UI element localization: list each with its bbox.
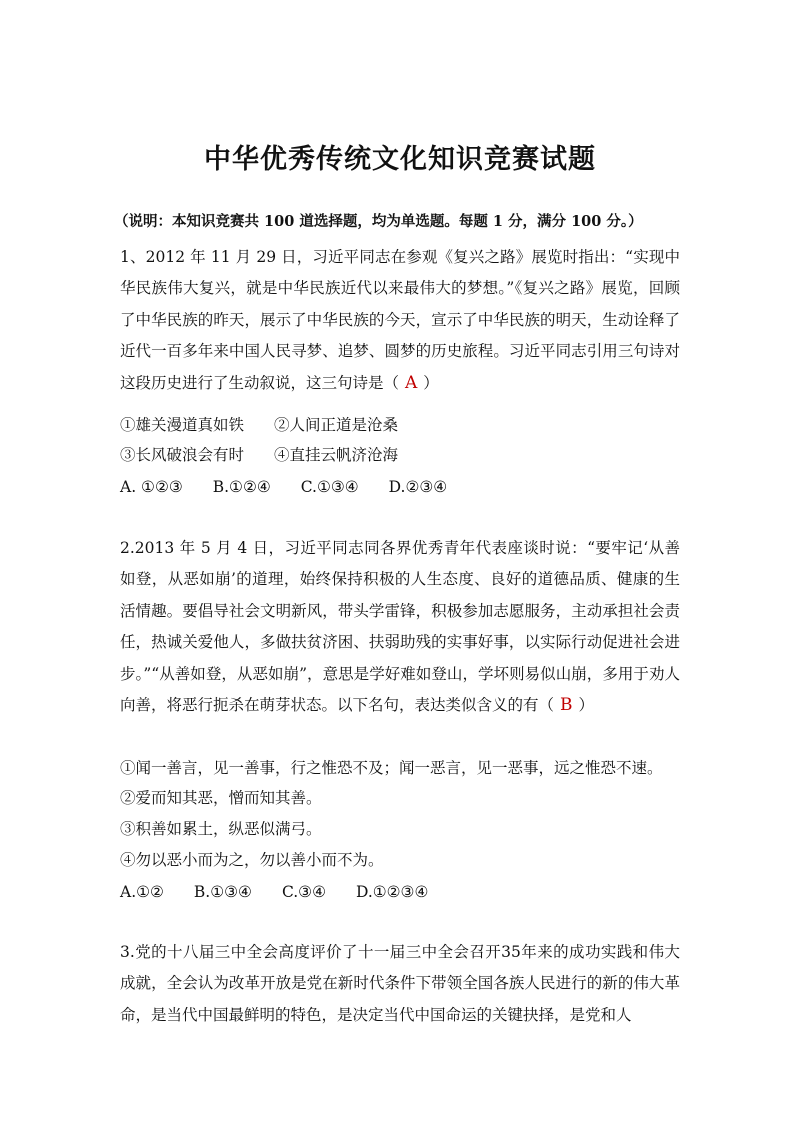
question-1-choice-c: C.①③④ bbox=[300, 478, 359, 496]
question-1-stem bbox=[120, 242, 680, 399]
question-2-choices bbox=[120, 880, 458, 904]
question-1-item-4: ④直挂云帆济沧海 bbox=[274, 446, 399, 464]
question-2-item-1: ①闻一善言，见一善事，行之惟恐不及；闻一恶言，见一恶事，远之惟恐不速。 bbox=[120, 759, 663, 777]
question-2-stem-end: ） bbox=[578, 696, 595, 715]
question-1-items-row-2 bbox=[120, 443, 398, 467]
instructions-note: （说明：本知识竞赛共 100 道选择题，均为单选题。每题 1 分，满分 100 分。） bbox=[114, 213, 643, 230]
question-1-stem-text: 1、2012 年 11 月 29 日，习近平同志在参观《复兴之路》展览时指出：“实现中华民族伟大复兴，就是中华民族近代以来最伟大的梦想。”《复兴之路》展览，回顾了中华民族的昨天，展示了中华民族的今天，宣示了中华民族的明天，生动诠释了近代一百多年来中国人民寻梦、追梦、圆梦的历史旅程。习近平同志引用三句诗对这段历史进行了生动叙说，这三句诗是（ bbox=[120, 248, 680, 392]
question-1-item-3: ③长风破浪会有时 bbox=[120, 446, 245, 464]
question-2-answer: B bbox=[560, 695, 573, 716]
question-1-choice-a: A. ①②③ bbox=[120, 478, 183, 496]
question-2-stem-text: 2.2013 年 5 月 4 日，习近平同志同各界优秀青年代表座谈时说：“要牢记‘从善如登，从恶如崩’的道理，始终保持积极的人生态度、良好的道德品质、健康的生活情趣。要倡导社会文明新风，带头学雷锋，积极参加志愿服务，主动承担社会责任，热诚关爱他人，多做扶贫济困、扶弱助残的实事好事，以实际行动促进社会进步。”“从善如登，从恶如崩”，意思是学好难如登山，学坏则易似山崩，多用于劝人向善，将恶行扼杀在萌芽状态。以下名句，表达类似含义的有（ bbox=[120, 539, 680, 715]
question-1-answer: A bbox=[405, 372, 418, 393]
question-2-choice-c: C.③④ bbox=[281, 883, 326, 901]
question-3-stem bbox=[120, 937, 680, 1031]
question-1-choice-d: D.②③④ bbox=[388, 478, 448, 496]
question-3-stem-text: 3.党的十八届三中全会高度评价了十一届三中全会召开35年来的成功实践和伟大成就，全会认为改革开放是党在新时代条件下带领全国各族人民进行的新的伟大革命，是当代中国最鲜明的特色，是决定当代中国命运的关键抉择，是党和人 bbox=[120, 943, 680, 1024]
document-page bbox=[114, 0, 680, 1123]
page-title: 中华优秀传统文化知识竞赛试题 bbox=[204, 144, 596, 175]
question-2-stem bbox=[120, 533, 680, 721]
question-1-choices bbox=[120, 475, 477, 499]
question-2-choice-b: B.①③④ bbox=[193, 883, 252, 901]
question-1-item-2: ②人间正道是沧桑 bbox=[274, 416, 399, 434]
question-1-choice-b: B.①②④ bbox=[212, 478, 271, 496]
question-2-item-2: ②爱而知其恶，憎而知其善。 bbox=[120, 789, 322, 807]
question-1-item-1: ①雄关漫道真如铁 bbox=[120, 416, 245, 434]
question-2-item-3: ③积善如累土，纵恶似满弓。 bbox=[120, 820, 322, 838]
question-1-items-row-1 bbox=[120, 413, 398, 437]
question-2-choice-a: A.①② bbox=[120, 883, 164, 901]
question-1-stem-end: ） bbox=[423, 373, 439, 392]
question-2-item-4: ④勿以恶小而为之，勿以善小而不为。 bbox=[120, 851, 384, 869]
question-2-choice-d: D.①②③④ bbox=[355, 883, 429, 901]
